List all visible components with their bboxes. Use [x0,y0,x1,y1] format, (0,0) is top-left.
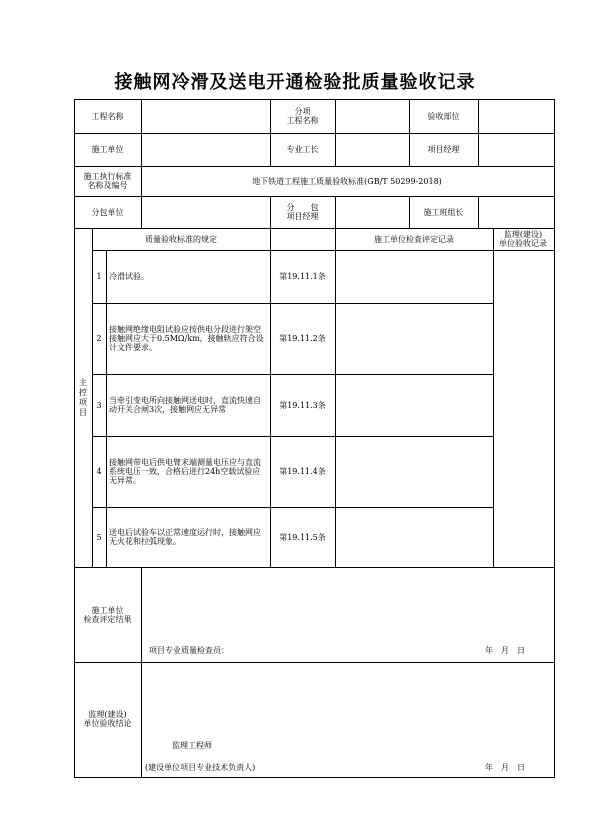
construction-unit-value[interactable] [141,133,270,166]
item-requirement: 当牵引变电所向接触网送电时，直流快速自动开关合闸3次，接触网应无异常 [109,396,261,414]
project-manager-value[interactable] [478,133,553,166]
main-control-section-label: 主 控 项 目 [79,377,87,417]
standard-value: 地下铁道工程施工质量验收标准(GB/T 50299-2018) [252,176,442,186]
item-clause: 第19.11.3条 [279,400,326,410]
item-number: 1 [96,272,102,281]
acceptance-part-label: 验收部位 [427,111,460,121]
inspection-column-header: 施工单位检查评定记录 [374,234,454,244]
item-inspection-record[interactable] [335,374,493,436]
quality-inspector-label: 项目专业质量检查员： [149,645,229,655]
item-number: 5 [96,532,102,542]
item-inspection-record[interactable] [335,303,493,374]
item-clause: 第19.11.4条 [279,467,326,476]
supervision-conclusion-label: 监理(建设) 单位验收结论 [83,710,132,728]
conclusion-date: 年 月 日 [485,762,525,772]
standard-label: 施工执行标准 名称及编号 [83,172,132,190]
item-requirement: 接触网带电后供电臂末端测量电压应与直流系统电压一致，合格后进行24h空载试验应无异常。 [109,458,261,485]
sub-project-name-value[interactable] [335,99,409,133]
subcontract-manager-value[interactable] [335,196,409,228]
professional-foreman-value[interactable] [335,133,409,166]
owner-tech-lead-label: (建设单位项目专业技术负责人) [145,762,256,772]
construction-result-label: 施工单位 检查评定结果 [83,605,132,624]
supervision-column-header: 监理(建设) 单位验收记录 [499,230,547,248]
construction-unit-label: 施工单位 [91,145,124,154]
page-title: 接触网冷滑及送电开通检验批质量验收记录 [114,72,476,93]
sub-project-name-label: 分项 工程名称 [286,107,319,125]
subcontract-unit-label: 分包单位 [91,207,124,217]
supervision-engineer-label: 监理工程师 [172,740,212,750]
item-clause: 第19.11.1条 [279,272,326,281]
project-name-label: 工程名称 [91,111,124,121]
team-leader-value[interactable] [478,196,553,228]
item-number: 2 [96,334,102,343]
item-inspection-record[interactable] [335,436,493,507]
item-number: 4 [96,467,102,476]
item-requirement: 冷滑试验。 [109,272,149,281]
item-requirement: 送电后试验车以正常速度运行时，接触网应无火花和拉弧现象。 [109,528,261,546]
item-requirement: 接触网绝缘电阻试验应按供电分段进行架空接触网应大于0.5MΩ/km，接触轨应符合设计文件要求。 [109,325,264,352]
team-leader-label: 施工班组长 [423,207,464,217]
acceptance-part-value[interactable] [478,99,553,133]
item-inspection-record[interactable] [335,250,493,303]
item-clause: 第19.11.2条 [279,334,326,343]
professional-foreman-label: 专业工长 [286,145,319,154]
result-date: 年 月 日 [485,645,525,655]
item-clause: 第19.11.5条 [279,532,326,542]
standard-column-header: 质量验收标准的规定 [145,234,217,244]
subcontract-manager-label: 分 包 项目经理 [286,203,319,221]
subcontract-unit-value[interactable] [141,196,270,228]
item-number: 3 [96,400,102,410]
project-manager-label: 项目经理 [427,145,460,154]
project-name-value[interactable] [141,99,270,133]
item-inspection-record[interactable] [335,507,493,567]
supervision-record-cell[interactable] [493,250,553,567]
